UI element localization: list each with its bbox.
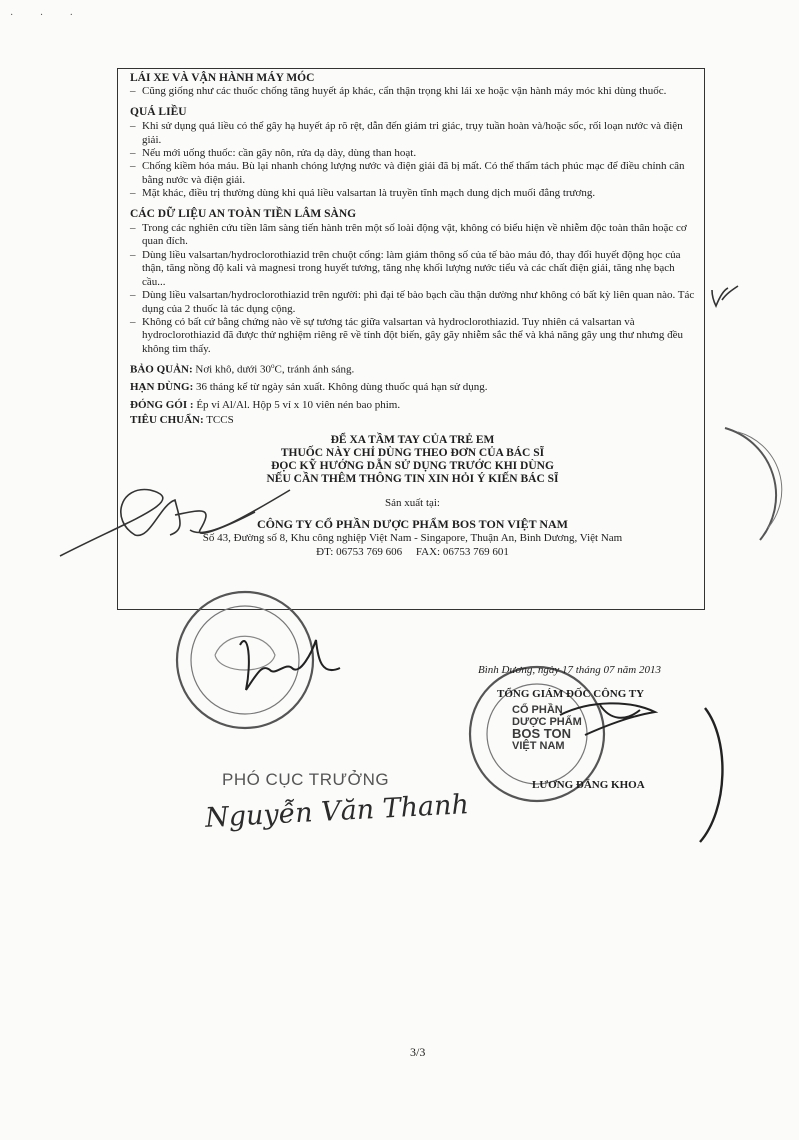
producer-company: CÔNG TY CỔ PHẦN DƯỢC PHẨM BOS TON VIỆT NAM xyxy=(256,517,569,532)
list-item: – Nếu mới uống thuốc: cần gây nôn, rửa dạ dày, dùng than hoạt. xyxy=(130,147,417,160)
warning-line: ĐỌC KỸ HƯỚNG DẪN SỬ DỤNG TRƯỚC KHI DÙNG xyxy=(271,460,554,473)
warning-line: THUỐC NÀY CHỈ DÙNG THEO ĐƠN CỦA BÁC SĨ xyxy=(280,447,545,460)
list-item: – Trong các nghiên cứu tiền lâm sàng tiến hành trên một số loài động vật, không có biểu hiện về nhiễm độc toàn thân hoặc cơ quan đích. xyxy=(130,222,687,248)
section-heading: LÁI XE VÀ VẬN HÀNH MÁY MÓC xyxy=(130,72,315,84)
margin-initials xyxy=(712,286,738,306)
signoff-date: Bình Dương, ngày 17 tháng 07 năm 2013 xyxy=(478,664,661,676)
storage-line: BẢO QUẢN: Nơi khô, dưới 30$^o$C, tránh ánh sáng. xyxy=(130,362,355,376)
signature-left xyxy=(60,490,290,556)
warning-line: ĐỂ XA TẦM TAY CỦA TRẺ EM xyxy=(330,434,495,447)
list-item: – Không có bất cứ bằng chứng nào về sự tương tác giữa valsartan và hydroclorothiazid. Tuy nhiên cả valsartan và hydroclorothiazid đã được thử nghiệm riêng rẽ về tính đột biến, gây gãy nhiễm sắc thể và khả năng gây ung thư nhưng đều không tìm thấy. xyxy=(130,315,684,355)
page-number: 3/3 xyxy=(410,1045,426,1059)
section-heading: CÁC DỮ LIỆU AN TOÀN TIỀN LÂM SÀNG xyxy=(130,207,357,220)
list-item: – Dùng liều valsartan/hydroclorothiazid trên người: phì đại tế bào bạch cầu thận dường như không có bất kỳ liên quan nào. Tác dụng của 2 thuốc là tác dụng cộng. xyxy=(130,289,695,315)
list-item: – Mặt khác, điều trị thường dùng khi quá liều valsartan là truyền tĩnh mạch dung dịch muối đẳng trương. xyxy=(130,187,596,200)
expiry-line: HẠN DÙNG: 36 tháng kể từ ngày sản xuất. Không dùng thuốc quá hạn sử dụng. xyxy=(130,381,488,394)
scan-specks: · · · xyxy=(10,10,85,21)
deputy-name: Nguyễn Văn Thanh xyxy=(204,789,470,834)
agency-seal xyxy=(177,592,313,728)
section-heading: QUÁ LIỀU xyxy=(130,105,187,118)
signoff-title: TỔNG GIÁM ĐỐC CÔNG TY xyxy=(497,688,645,700)
signature-deputy xyxy=(240,640,340,690)
list-item: – Chống kiềm hóa máu. Bù lại nhanh chóng lượng nước và điện giải đã bị mất. Có thể thẩm tách phúc mạc để điều chỉnh cân bằng nước và điện giải. xyxy=(130,160,685,186)
producer-phone: ĐT: 06753 769 606 FAX: 06753 769 601 xyxy=(316,546,509,559)
list-item: – Dùng liều valsartan/hydroclorothiazid trên chuột cống: làm giảm thông số của tế bào máu đỏ, thay đổi huyết động học của thận, tăng nồng độ kali và magnesi trong huyết tương, tăng nhẹ khối lượng nước tiểu và các chất điện giải, tăng nhẹ bạch cầu... xyxy=(130,248,681,288)
seal-text: CỔ PHẦN DƯỢC PHẨM BOS TON VIỆT NAM xyxy=(512,704,582,752)
standard-line: TIÊU CHUẨN: TCCS xyxy=(130,414,234,426)
producer-label: Sản xuất tại: xyxy=(385,497,440,510)
producer-address: Số 43, Đường số 8, Khu công nghiệp Việt Nam - Singapore, Thuận An, Bình Dương, Việt Nam xyxy=(202,532,623,545)
list-item: – Khi sử dụng quá liều có thể gây hạ huyết áp rõ rệt, dẫn đến giảm tri giác, trụy tuần hoàn và/hoặc sốc, rối loạn nước và điện giải. xyxy=(130,120,683,146)
deputy-title: PHÓ CỤC TRƯỞNG xyxy=(222,770,390,789)
edge-stamp xyxy=(725,428,776,540)
warning-line: NẾU CẦN THÊM THÔNG TIN XIN HỎI Ý KIẾN BÁC SĨ xyxy=(266,473,559,486)
list-item: – Cũng giống như các thuốc chống tăng huyết áp khác, cẩn thận trọng khi lái xe hoặc vận hành máy móc khi dùng thuốc. xyxy=(130,85,667,98)
edge-mark xyxy=(700,708,722,842)
packaging-line: ĐÓNG GÓI : Ép vỉ Al/Al. Hộp 5 vỉ x 10 viên nén bao phim. xyxy=(130,398,401,411)
signoff-name: LƯƠNG ĐĂNG KHOA xyxy=(532,779,645,791)
